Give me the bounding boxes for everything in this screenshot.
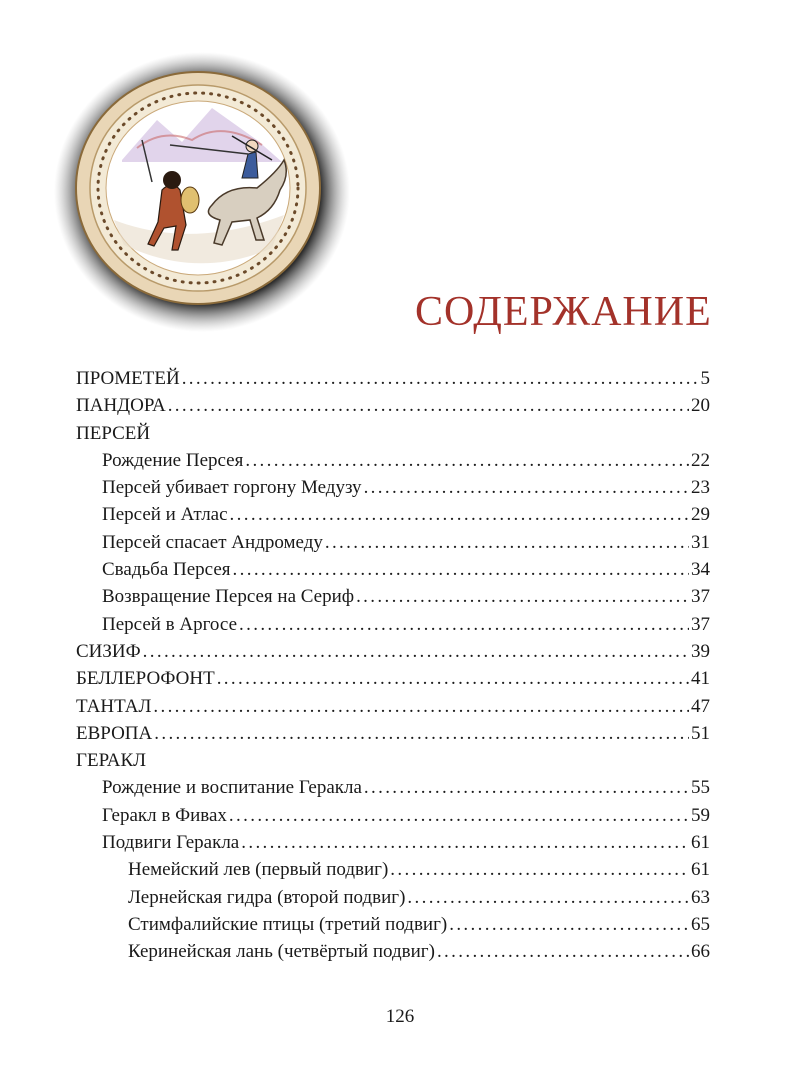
toc-entry[interactable] (76, 938, 710, 965)
toc-leader-dots (143, 638, 689, 665)
toc-leader-dots (239, 611, 689, 638)
toc-entry[interactable] (76, 365, 710, 392)
toc-leader-dots (230, 501, 689, 528)
toc-entry-page: 55 (691, 777, 710, 799)
toc-entry-page: 5 (700, 368, 710, 389)
toc-entry-page: 63 (691, 886, 710, 908)
toc-entry-title: Керинейская лань (четвёртый подвиг) (128, 941, 435, 963)
toc-entry-title: Подвиги Геракла (102, 832, 240, 854)
toc-entry-page: 39 (691, 640, 710, 662)
toc-entry-page: 61 (691, 832, 710, 854)
warrior-on-horse-icon (52, 50, 352, 335)
toc-entry-page: 22 (691, 449, 710, 471)
toc-entry-title: ТАНТАЛ (76, 695, 152, 717)
toc-entry-title: ПЕРСЕЙ (76, 422, 151, 444)
toc-entry[interactable] (76, 392, 710, 419)
toc-leader-dots (153, 693, 689, 720)
table-of-contents (76, 365, 710, 966)
toc-entry-page: 51 (691, 722, 710, 744)
toc-entry-title: ПАНДОРА (76, 395, 166, 417)
toc-entry[interactable] (76, 556, 710, 583)
toc-entry-page: 47 (691, 695, 710, 717)
toc-leader-dots (325, 529, 689, 556)
toc-entry-title: ПРОМЕТЕЙ (76, 368, 180, 389)
toc-entry-page: 37 (691, 613, 710, 635)
toc-leader-dots (364, 774, 689, 801)
toc-entry[interactable] (76, 447, 710, 474)
toc-entry-title: Персей спасает Андромеду (102, 531, 323, 553)
toc-entry-title: Немейский лев (первый подвиг) (128, 859, 389, 881)
toc-entry[interactable] (76, 884, 710, 911)
toc-leader-dots (407, 884, 689, 911)
toc-entry-page: 66 (691, 941, 710, 963)
plate-illustration (52, 50, 352, 335)
toc-entry[interactable] (76, 501, 710, 528)
toc-entry[interactable] (76, 720, 710, 747)
toc-entry-title: Стимфалийские птицы (третий подвиг) (128, 913, 448, 935)
toc-entry-title: Лернейская гидра (второй подвиг) (128, 886, 406, 908)
page-number: 126 (385, 1006, 415, 1027)
toc-entry-title: БЕЛЛЕРОФОНТ (76, 668, 215, 690)
toc-entry-page: 41 (691, 668, 710, 690)
toc-leader-dots (154, 720, 689, 747)
toc-entry-title: Геракл в Фивах (102, 804, 227, 826)
toc-entry[interactable] (76, 638, 710, 665)
toc-leader-dots (229, 802, 689, 829)
toc-entry-page: 61 (691, 859, 710, 881)
toc-leader-dots (233, 556, 689, 583)
toc-entry-title: ЕВРОПА (76, 722, 153, 744)
toc-entry[interactable] (76, 665, 710, 692)
toc-entry[interactable] (76, 611, 710, 638)
toc-entry[interactable] (76, 774, 710, 801)
toc-entry-page: 23 (691, 477, 710, 499)
toc-entry-title: Персей в Аргосе (102, 613, 238, 635)
toc-entry-page: 37 (691, 586, 710, 608)
toc-entry[interactable] (76, 911, 710, 938)
toc-leader-dots (168, 392, 689, 419)
toc-leader-dots (217, 665, 689, 692)
toc-entry-page: 65 (691, 913, 710, 935)
toc-entry[interactable] (76, 856, 710, 883)
toc-entry-title: Рождение и воспитание Геракла (102, 777, 362, 799)
toc-leader-dots (390, 856, 689, 883)
toc-entry[interactable] (76, 529, 710, 556)
toc-leader-dots (241, 829, 689, 856)
toc-entry[interactable] (76, 583, 710, 610)
toc-entry-title: Свадьба Персея (102, 559, 231, 581)
toc-entry-title: Персей убивает горгону Медузу (102, 477, 362, 499)
toc-leader-dots (449, 911, 689, 938)
toc-leader-dots (182, 365, 699, 392)
toc-entry-page: 20 (691, 395, 710, 417)
toc-leader-dots (245, 447, 689, 474)
page-title: СОДЕРЖАНИЕ (415, 289, 712, 335)
toc-entry[interactable] (76, 420, 710, 447)
toc-entry-page: 29 (691, 504, 710, 526)
toc-leader-dots (364, 474, 689, 501)
toc-entry-title: СИЗИФ (76, 640, 141, 662)
toc-entry[interactable] (76, 474, 710, 501)
toc-entry-title: Рождение Персея (102, 449, 244, 471)
toc-entry-title: Персей и Атлас (102, 504, 228, 526)
toc-entry[interactable] (76, 747, 710, 774)
toc-entry-page: 59 (691, 804, 710, 826)
toc-entry-page: 31 (691, 531, 710, 553)
toc-entry[interactable] (76, 802, 710, 829)
toc-leader-dots (437, 938, 689, 965)
toc-leader-dots (356, 583, 689, 610)
toc-entry-title: Возвращение Персея на Сериф (102, 586, 355, 608)
toc-entry[interactable] (76, 693, 710, 720)
toc-entry[interactable] (76, 829, 710, 856)
toc-entry-title: ГЕРАКЛ (76, 750, 147, 772)
toc-entry-page: 34 (691, 559, 710, 581)
